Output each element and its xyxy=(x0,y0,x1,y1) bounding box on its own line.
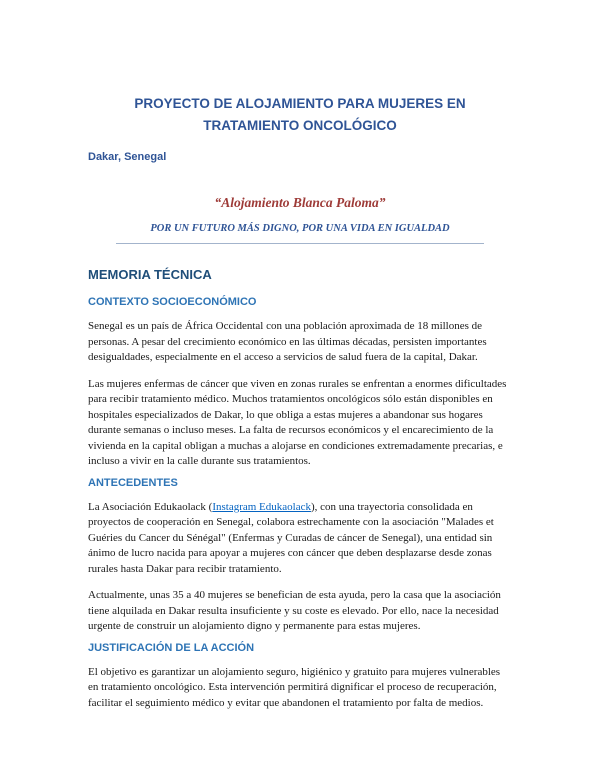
paragraph-contexto-1: Senegal es un país de África Occidental con una población aproximada de 18 millones de personas. A pesar del crecimiento económico en las últimas décadas, persisten importantes desigualdades, especialmente en el acceso a servicios de salud fuera de la capital, Dakar. xyxy=(88,320,487,363)
motto-subtitle: POR UN FUTURO MÁS DIGNO, POR UNA VIDA EN IGUALDAD xyxy=(150,223,450,234)
paragraph-contexto-2: Las mujeres enfermas de cáncer que viven en zonas rurales se enfrentan a enormes dificultades para recibir tratamiento médico. Muchos tratamientos oncológicos sólo están disponibles en hospitales especializados de Dakar, lo que obliga a estas mujeres a abandonar sus hogares durante semanas o incluso meses. La falta de recursos económicos y el encarecimiento de la vivienda en la capital obligan a muchas a alojarse en condiciones extremadamente precarias, e incluso a vivir en la calle durante sus tratamientos. xyxy=(88,377,507,467)
main-heading-memoria-tecnica: MEMORIA TÉCNICA xyxy=(88,267,212,282)
paragraph-justificacion-1: El objetivo es garantizar un alojamiento seguro, higiénico y gratuito para mujeres vulnerables en tratamiento oncológico. Esta intervención permitirá dignificar el proceso de recuperación, facilitar el seguimiento médico y evitar que abandonen el tratamiento por falta de medios. xyxy=(88,665,501,709)
paragraph-antecedentes-text-before-link: La Asociación Edukaolack ( xyxy=(88,500,213,513)
motto-divider-rule xyxy=(116,223,484,244)
location-subtitle: Dakar, Senegal xyxy=(88,151,167,163)
project-name-title: “Alojamiento Blanca Paloma” xyxy=(214,195,386,210)
section-heading-antecedentes: ANTECEDENTES xyxy=(88,476,178,489)
paragraph-antecedentes-text-after-link: ), con una trayectoria consolidada en proyectos de cooperación en Senegal, colabora estrechamente con la asociación "Malades et Guéries du Cancer du Sénégal" (Enfermas y Curadas de cáncer de Senegal), una entidad sin ánimo de lucro nacida para apoyar a mujeres con cáncer que deben desplazarse desde zonas rurales hasta Dakar para recibir tratamiento. xyxy=(88,500,494,575)
paragraph-antecedentes-1 xyxy=(88,500,512,578)
instagram-edukaolack-link[interactable]: Instagram Edukaolack xyxy=(212,500,311,513)
document-title: PROYECTO DE ALOJAMIENTO PARA MUJERES EN TRATAMIENTO ONCOLÓGICO xyxy=(134,96,466,133)
section-heading-justificacion: JUSTIFICACIÓN DE LA ACCIÓN xyxy=(88,641,255,654)
section-heading-contexto-socioeconomico: CONTEXTO SOCIOECONÓMICO xyxy=(88,296,257,308)
paragraph-antecedentes-2: Actualmente, unas 35 a 40 mujeres se benefician de esta ayuda, pero la casa que la asociación tiene alquilada en Dakar resulta insuficiente y su coste es elevado. Por ello, nace la necesidad urgente de construir un alojamiento digno y permanente para estas mujeres. xyxy=(88,589,501,632)
